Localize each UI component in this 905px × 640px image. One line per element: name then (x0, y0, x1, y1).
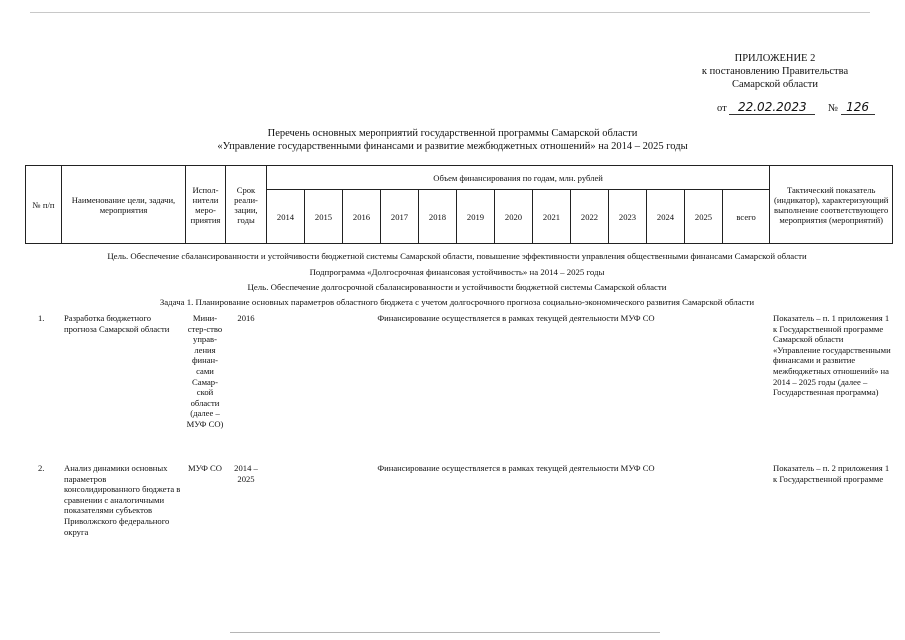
header-total: всего (723, 190, 770, 244)
row-1-executor: Мини-стер-ство управ-ления финан-сами Самар-ской области (далее – МУФ СО) (186, 313, 224, 429)
handwritten-number: 126 (841, 100, 875, 115)
header-table (25, 165, 893, 244)
header-year: 2024 (647, 190, 685, 244)
row-1-financing: Финансирование осуществляется в рамках текущей деятельности МУФ СО (377, 313, 655, 323)
header-year: 2015 (305, 190, 343, 244)
header-year: 2023 (609, 190, 647, 244)
header-year: 2019 (457, 190, 495, 244)
date-prefix: от (717, 103, 727, 114)
header-indicator: Тактический показатель (индикатор), характеризующий выполнение соответствующего мероприятия (мероприятий) (770, 166, 893, 244)
header-year: 2022 (571, 190, 609, 244)
goal-line: Цель. Обеспечение сбалансированности и устойчивости бюджетной системы Самарской области, повышение эффективности управления общественными финансами Самарской области (107, 251, 807, 261)
header-year: 2016 (343, 190, 381, 244)
title-line-1: Перечень основных мероприятий государственной программы Самарской области (267, 128, 638, 139)
header-year: 2025 (685, 190, 723, 244)
header-year: 2018 (419, 190, 457, 244)
appendix-title: ПРИЛОЖЕНИЕ 2 (734, 53, 816, 64)
document-title (0, 127, 905, 153)
header-year: 2020 (495, 190, 533, 244)
title-line-2: «Управление государственными финансами и развитие межбюджетных отношений» на 2014 – 2025 годы (217, 141, 688, 152)
row-2-executor: МУФ СО (188, 463, 222, 473)
row-2-num: 2. (38, 463, 45, 473)
row-1-name: Разработка бюджетного прогноза Самарской области (64, 313, 170, 334)
header-executors: Испол-нители меро-приятия (186, 166, 226, 244)
row-2-financing: Финансирование осуществляется в рамках текущей деятельности МУФ СО (377, 463, 655, 473)
row-2-name: Анализ динамики основных параметров консолидированного бюджета в сравнении с аналогичными показателями субъектов Приволжского федерального округа (64, 463, 181, 537)
appendix-line-2: к постановлению Правительства (701, 66, 849, 77)
header-year: 2014 (267, 190, 305, 244)
subgoal-line: Цель. Обеспечение долгосрочной сбалансированности и устойчивости бюджетной системы Самарской области (247, 282, 667, 292)
appendix-line-3: Самарской области (732, 79, 818, 90)
header-name: Наименование цели, задачи, мероприятия (62, 166, 186, 244)
handwritten-date: 22.02.2023 (729, 100, 815, 115)
subprogram-line: Подпрограмма «Долгосрочная финансовая устойчивость» на 2014 – 2025 годы (309, 267, 605, 277)
row-1-num: 1. (38, 313, 45, 323)
header-funding-title: Объем финансирования по годам, млн. рублей (267, 166, 770, 190)
scan-edge-bottom (230, 632, 660, 633)
row-2-indicator: Показатель – п. 2 приложения 1 к Государственной программе (773, 463, 890, 484)
task-line: Задача 1. Планирование основных параметров областного бюджета с учетом долгосрочного прогноза социально-экономического развития Самарской области (159, 297, 755, 307)
document-date-line (717, 100, 875, 115)
row-1-term: 2016 (237, 313, 255, 323)
header-year: 2021 (533, 190, 571, 244)
row-1-indicator: Показатель – п. 1 приложения 1 к Государственной программе Самарской области «Управление государственными финансами и развитие межбюджетных отношений» на 2014 – 2025 годы (далее – Государственная программа) (773, 313, 891, 398)
number-sign: № (827, 103, 838, 114)
header-term: Срок реали-зации, годы (226, 166, 267, 244)
header-num: № п/п (26, 166, 62, 244)
scan-edge-top (30, 12, 870, 13)
row-2-term: 2014 – 2025 (234, 463, 258, 484)
header-year: 2017 (381, 190, 419, 244)
appendix-block (685, 52, 865, 91)
